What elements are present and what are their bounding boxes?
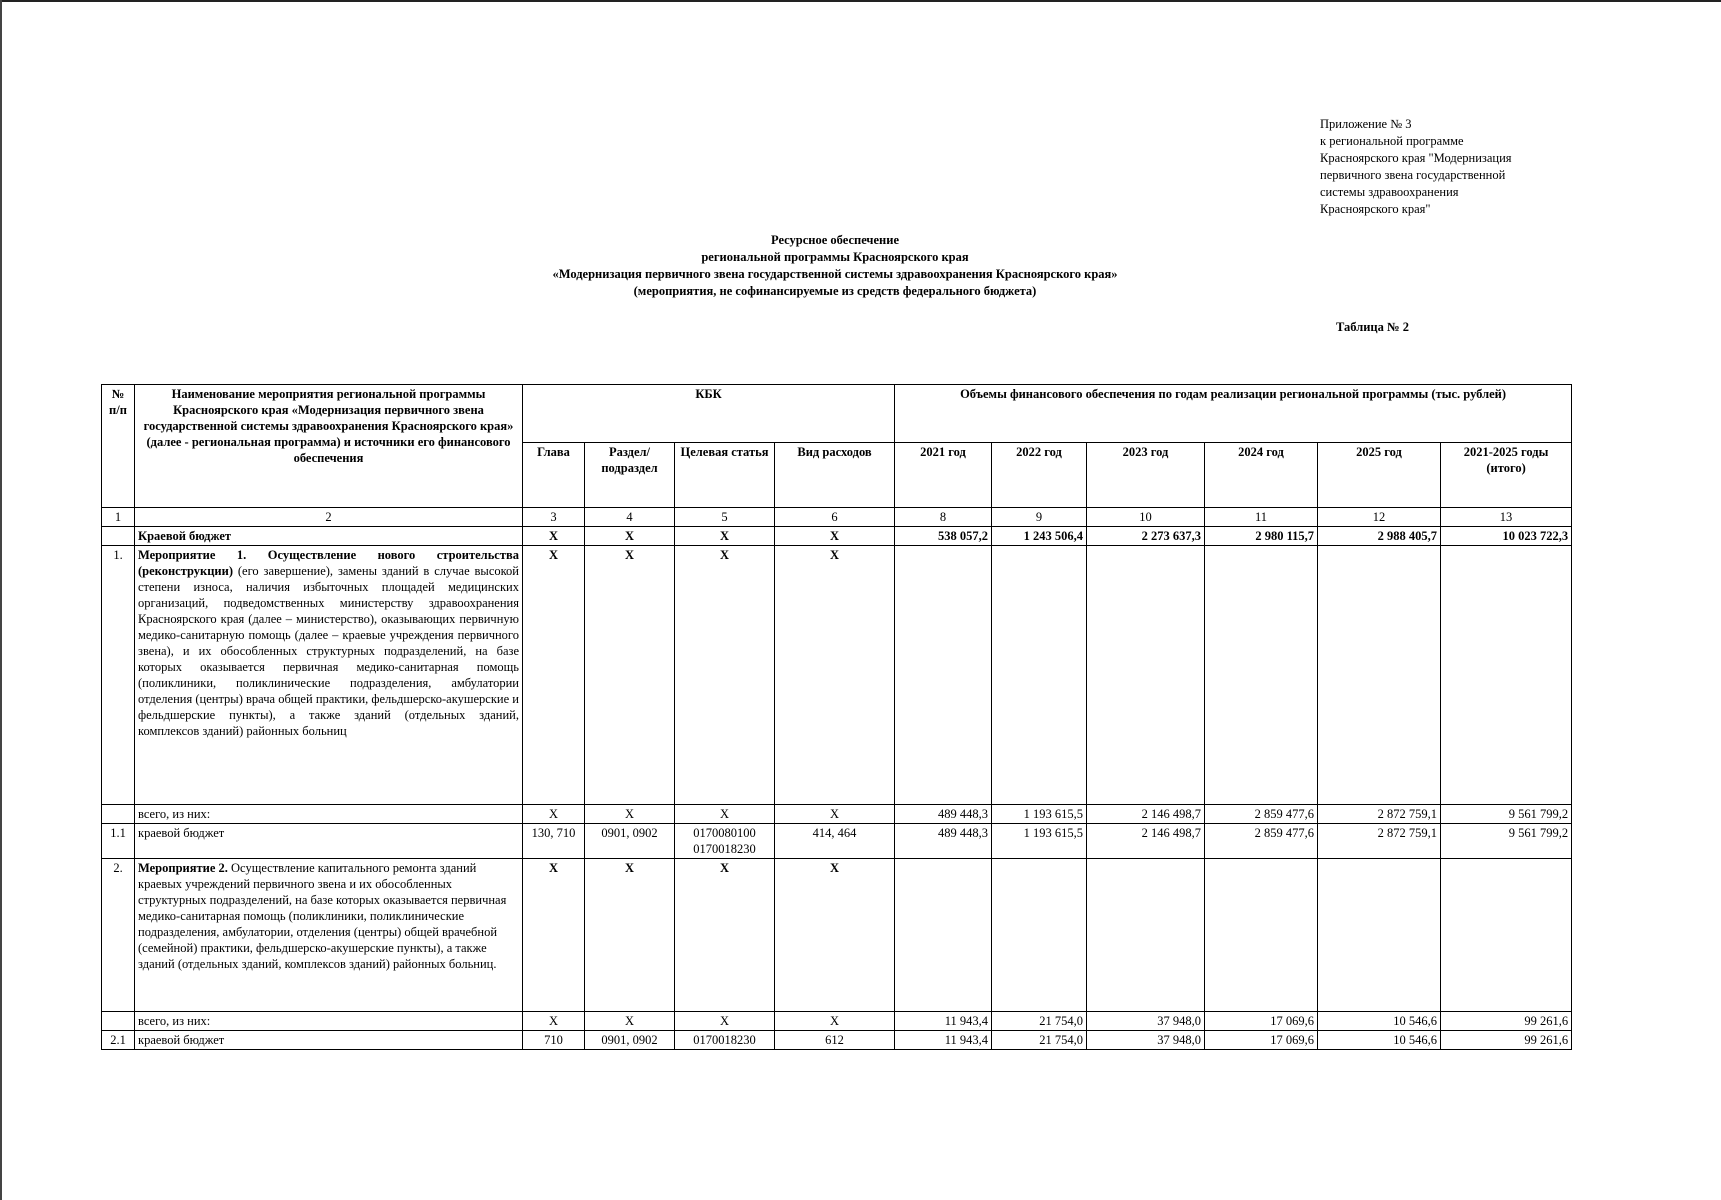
value-cell: 9 561 799,2 xyxy=(1441,824,1572,859)
value-cell: 2 273 637,3 xyxy=(1087,527,1205,546)
col-number: 4 xyxy=(585,508,675,527)
header-2025: 2025 год xyxy=(1318,443,1441,508)
value-cell: 99 261,6 xyxy=(1441,1031,1572,1050)
value-cell: 2 980 115,7 xyxy=(1205,527,1318,546)
measure-1-total-row xyxy=(102,805,1572,824)
table-number: Таблица № 2 xyxy=(1336,320,1409,334)
header-glava: Глава xyxy=(523,443,585,508)
measure-2-title: Мероприятие 2. xyxy=(138,861,228,875)
header-2021: 2021 год xyxy=(895,443,992,508)
appendix-line: Красноярского края "Модернизация xyxy=(1320,151,1512,165)
col-number: 6 xyxy=(775,508,895,527)
row-label: всего, из них: xyxy=(135,805,523,824)
value-cell: 11 943,4 xyxy=(895,1012,992,1031)
value-cell: 10 023 722,3 xyxy=(1441,527,1572,546)
kbk-cell: X xyxy=(585,527,675,546)
kbk-cell: X xyxy=(523,1012,585,1031)
value-cell: 2 872 759,1 xyxy=(1318,824,1441,859)
value-cell: 37 948,0 xyxy=(1087,1031,1205,1050)
col-number: 13 xyxy=(1441,508,1572,527)
value-cell: 2 988 405,7 xyxy=(1318,527,1441,546)
kbk-cell: X xyxy=(523,805,585,824)
glava-cell: 130, 710 xyxy=(523,824,585,859)
razdel-cell: 0901, 0902 xyxy=(585,824,675,859)
value-cell: 489 448,3 xyxy=(895,824,992,859)
row-number: 2.1 xyxy=(102,1031,135,1050)
appendix-line: Приложение № 3 xyxy=(1320,117,1412,131)
col-number: 12 xyxy=(1318,508,1441,527)
value-cell: 10 546,6 xyxy=(1318,1012,1441,1031)
col-number: 8 xyxy=(895,508,992,527)
kbk-cell: X xyxy=(675,859,775,1012)
kbk-cell: X xyxy=(675,1012,775,1031)
header-volumes: Объемы финансового обеспечения по годам реализации региональной программы (тыс. рублей) xyxy=(895,385,1572,443)
column-numbers-row xyxy=(102,508,1572,527)
kbk-cell: X xyxy=(775,805,895,824)
measure-1-text: (его завершение), замены зданий в случае высокой степени износа, наличия избыточных площадей медицинских организаций, подведомственных министерству здравоохранения Красноярского края (далее – министерство), оказывающих первичную медико-санитарную помощь (далее – краевые учреждения первичного звена), и их обособленных структурных подразделений, на базе которых оказывается первичная медико-санитарная помощь (поликлиники, поликлинические подразделения, амбулатории отделения (центры) врача общей практики, фельдшерско-акушерские и фельдшерские пункты), а также зданий (отдельных зданий, комплексов зданий) районных больниц xyxy=(138,564,519,738)
value-cell: 2 872 759,1 xyxy=(1318,805,1441,824)
vid-cell: 612 xyxy=(775,1031,895,1050)
col-number: 2 xyxy=(135,508,523,527)
header-2024: 2024 год xyxy=(1205,443,1318,508)
header-2022: 2022 год xyxy=(992,443,1087,508)
value-cell: 9 561 799,2 xyxy=(1441,805,1572,824)
row-label: Краевой бюджет xyxy=(135,527,523,546)
header-name: Наименование мероприятия региональной программы Красноярского края «Модернизация первичного звена государственной системы здравоохранения Красноярского края» (далее - региональная программа) и источники его финансового обеспечения xyxy=(135,385,523,508)
kraevoy-total-row xyxy=(102,527,1572,546)
header-razdel: Раздел/ подраздел xyxy=(585,443,675,508)
header-kbk: КБК xyxy=(523,385,895,443)
value-cell: 1 193 615,5 xyxy=(992,805,1087,824)
value-cell: 10 546,6 xyxy=(1318,1031,1441,1050)
kbk-cell: X xyxy=(523,859,585,1012)
value-cell: 2 859 477,6 xyxy=(1205,805,1318,824)
value-cell: 21 754,0 xyxy=(992,1012,1087,1031)
value-cell: 11 943,4 xyxy=(895,1031,992,1050)
document-title xyxy=(440,232,1230,300)
title-line: региональной программы Красноярского края xyxy=(701,250,969,264)
title-line: Ресурсное обеспечение xyxy=(770,233,899,247)
kbk-cell: X xyxy=(523,527,585,546)
measure-1-1-row xyxy=(102,824,1572,859)
appendix-line: Красноярского края" xyxy=(1320,202,1431,216)
header-2023: 2023 год xyxy=(1087,443,1205,508)
kbk-cell: X xyxy=(775,1012,895,1031)
razdel-cell: 0901, 0902 xyxy=(585,1031,675,1050)
value-cell: 37 948,0 xyxy=(1087,1012,1205,1031)
measure-2-row xyxy=(102,859,1572,1012)
title-line: «Модернизация первичного звена государственной системы здравоохранения Красноярского края» xyxy=(552,267,1118,281)
kbk-cell: X xyxy=(675,527,775,546)
resource-table xyxy=(101,384,1572,1050)
scan-edge-left xyxy=(0,0,2,1200)
appendix-note xyxy=(1320,116,1580,218)
value-cell: 1 243 506,4 xyxy=(992,527,1087,546)
value-cell: 489 448,3 xyxy=(895,805,992,824)
kbk-cell: X xyxy=(585,805,675,824)
value-cell: 2 146 498,7 xyxy=(1087,824,1205,859)
value-cell: 1 193 615,5 xyxy=(992,824,1087,859)
measure-1-title: Мероприятие 1. Осуществление нового строительства (реконструкции) xyxy=(138,548,519,578)
measure-2-description xyxy=(135,859,523,1012)
vid-cell: 414, 464 xyxy=(775,824,895,859)
kbk-cell: X xyxy=(675,805,775,824)
celevaya-cell: 0170018230 xyxy=(675,1031,775,1050)
row-label: краевой бюджет xyxy=(135,1031,523,1050)
value-cell: 21 754,0 xyxy=(992,1031,1087,1050)
measure-2-1-row xyxy=(102,1031,1572,1050)
col-number: 10 xyxy=(1087,508,1205,527)
row-label: всего, из них: xyxy=(135,1012,523,1031)
measure-2-total-row xyxy=(102,1012,1572,1031)
measure-2-text: Осуществление капитального ремонта зданий краевых учреждений первичного звена и их обособленных структурных подразделений, на базе которых оказывается первичная медико-санитарная помощь (поликлиники, поликлинические подразделения, амбулатории, отделения (центры) общей врачебной (семейной) практики, фельдшерско-акушерские пункты), а также зданий (отдельных зданий, комплексов зданий) районных больниц. xyxy=(138,861,507,971)
col-number: 11 xyxy=(1205,508,1318,527)
value-cell: 538 057,2 xyxy=(895,527,992,546)
row-label: краевой бюджет xyxy=(135,824,523,859)
scan-edge-top xyxy=(0,0,1721,2)
appendix-line: первичного звена государственной xyxy=(1320,168,1506,182)
header-vid: Вид расходов xyxy=(775,443,895,508)
col-number: 9 xyxy=(992,508,1087,527)
appendix-line: к региональной программе xyxy=(1320,134,1464,148)
measure-1-description xyxy=(135,546,523,805)
header-num: № п/п xyxy=(102,385,135,508)
celevaya-code: 0170080100 xyxy=(693,826,756,840)
value-cell: 99 261,6 xyxy=(1441,1012,1572,1031)
header-celevaya: Целевая статья xyxy=(675,443,775,508)
value-cell: 17 069,6 xyxy=(1205,1012,1318,1031)
header-total: 2021-2025 годы (итого) xyxy=(1441,443,1572,508)
kbk-cell: X xyxy=(775,527,895,546)
col-number: 1 xyxy=(102,508,135,527)
row-number: 2. xyxy=(102,859,135,1012)
title-line: (мероприятия, не софинансируемые из средств федерального бюджета) xyxy=(633,284,1037,298)
value-cell: 2 859 477,6 xyxy=(1205,824,1318,859)
kbk-cell: X xyxy=(585,546,675,805)
measure-1-row xyxy=(102,546,1572,805)
value-cell: 2 146 498,7 xyxy=(1087,805,1205,824)
glava-cell: 710 xyxy=(523,1031,585,1050)
col-number: 3 xyxy=(523,508,585,527)
celevaya-code: 0170018230 xyxy=(693,842,756,856)
celevaya-cell xyxy=(675,824,775,859)
col-number: 5 xyxy=(675,508,775,527)
header-row-1 xyxy=(102,385,1572,443)
kbk-cell: X xyxy=(585,1012,675,1031)
kbk-cell: X xyxy=(523,546,585,805)
kbk-cell: X xyxy=(675,546,775,805)
row-number: 1. xyxy=(102,546,135,805)
kbk-cell: X xyxy=(585,859,675,1012)
kbk-cell: X xyxy=(775,859,895,1012)
value-cell: 17 069,6 xyxy=(1205,1031,1318,1050)
kbk-cell: X xyxy=(775,546,895,805)
row-number: 1.1 xyxy=(102,824,135,859)
appendix-line: системы здравоохранения xyxy=(1320,185,1459,199)
